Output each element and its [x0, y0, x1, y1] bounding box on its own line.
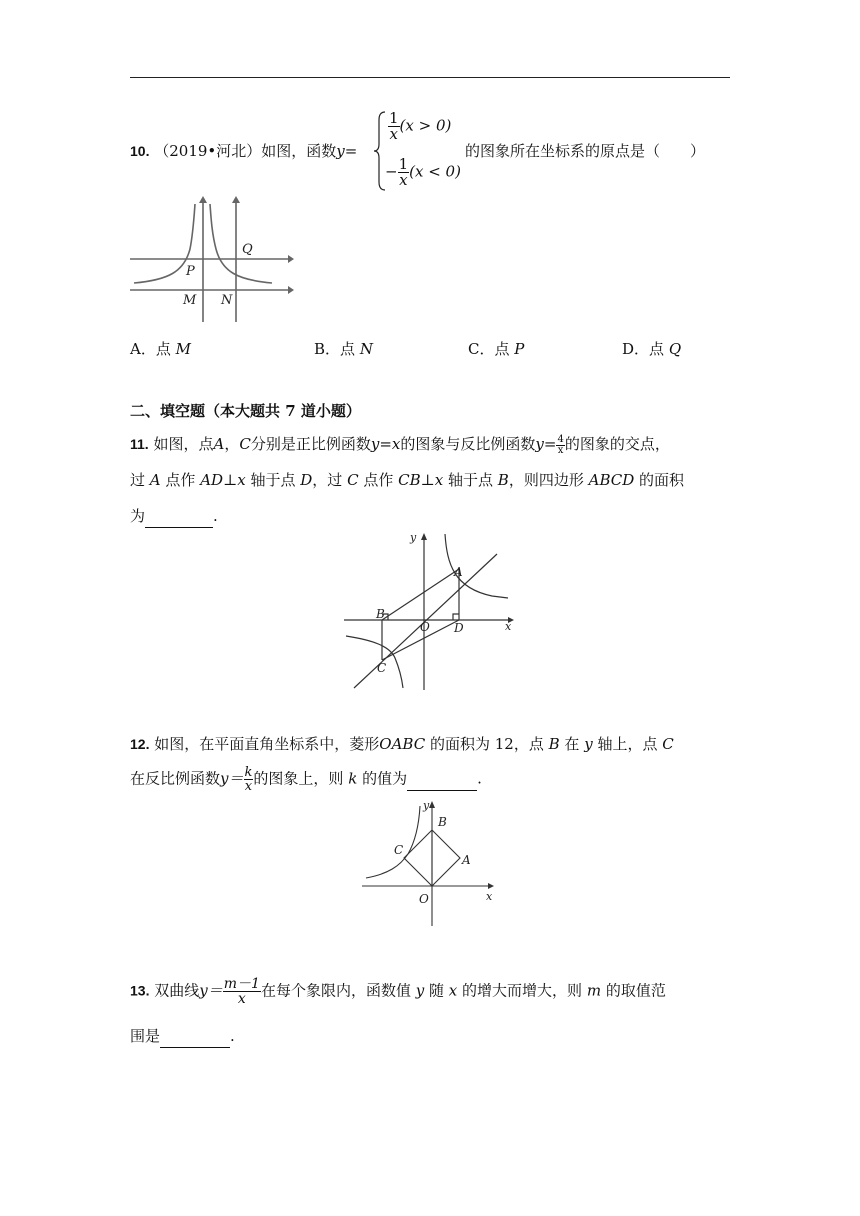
- q12-B: B: [548, 735, 560, 753]
- q12-label-B: B: [438, 815, 447, 829]
- q11-x-1: x: [237, 471, 246, 489]
- q13-text-e: 的取值范: [605, 981, 666, 1000]
- q10-label-P: P: [186, 264, 195, 279]
- q13-frac-num: m－1: [223, 976, 260, 992]
- q12-label-x: x: [486, 890, 493, 903]
- section-heading: 二、填空题（本大题共 7 道小题）: [130, 402, 361, 420]
- q11-text-b: 分别是正比例函数: [250, 435, 371, 453]
- q12-text-a: 如图，在平面直角坐标系中，菱形: [154, 735, 380, 753]
- q11-CB: CB: [398, 471, 421, 489]
- q11-line3: [130, 505, 218, 528]
- q10-case2-frac: [398, 157, 410, 188]
- q11-hyperbola-q3: [346, 636, 403, 688]
- q11-line2: [130, 469, 684, 491]
- q13-line2: [130, 1025, 235, 1048]
- q11-text-a: 如图，点: [153, 435, 214, 453]
- q11-A-2: A: [149, 471, 161, 489]
- q11-text-j: 轴于点: [447, 471, 493, 489]
- q13-m: m: [586, 981, 602, 1000]
- q12-text-d: 轴上，点: [597, 735, 658, 753]
- q11-C: C: [239, 435, 251, 453]
- q10-case2-minus: −: [385, 162, 398, 181]
- q11-text-k: ，则四边形: [508, 471, 584, 489]
- q12-frac: [244, 766, 254, 793]
- q11-text-m: 为: [130, 507, 146, 525]
- q12-label-O: O: [419, 892, 429, 906]
- q12-figure: [360, 796, 500, 928]
- q10-case1-den: x: [389, 125, 398, 143]
- q11-label-x: x: [505, 620, 512, 633]
- q10-number: 10.: [130, 143, 150, 159]
- q11-text-c: 的图象与反比例函数: [400, 435, 536, 453]
- q11-label-C: C: [377, 661, 387, 675]
- q10-tail: 的图象所在坐标系的原点是（ ）: [465, 142, 706, 160]
- q10-stem: [130, 140, 357, 162]
- q11-frac-den: x: [557, 444, 564, 456]
- q11-text-d: 的图象的交点，: [564, 435, 670, 453]
- q13-x: x: [448, 981, 458, 1000]
- q12-answer-blank[interactable]: [407, 768, 477, 791]
- q10-source: （2019•河北）如图，函数: [154, 142, 337, 160]
- q11-segment-BA: [382, 569, 459, 620]
- q13-text-f: 围是: [130, 1027, 161, 1045]
- q11-label-B: B: [376, 607, 385, 621]
- q10-case1-num: 1: [389, 109, 399, 127]
- q13-y: y: [415, 981, 425, 1000]
- q13-y-eq: y＝: [199, 981, 223, 1000]
- q11-label-y: y: [410, 531, 417, 544]
- q10-label-M: M: [183, 293, 197, 308]
- q11-text-e: 过: [130, 471, 146, 489]
- q12-text-f: 的图象上，则: [253, 769, 344, 788]
- q11-text-l: 的面积: [639, 471, 685, 489]
- q10-case2-num: 1: [398, 155, 409, 173]
- q12-line2: [130, 766, 482, 793]
- q10-option-c-label: C．点: [468, 340, 510, 358]
- q12-frac-num: k: [244, 765, 253, 780]
- q11-x-2: x: [434, 471, 444, 489]
- q13-number: 13.: [130, 982, 150, 999]
- q11-yx: y=x: [370, 435, 401, 453]
- q12-C: C: [662, 735, 674, 753]
- q12-k: k: [348, 769, 358, 788]
- q11-frac-num: 4: [557, 433, 564, 445]
- q11-text-h: ，过: [312, 471, 343, 489]
- q10-case1: [388, 111, 451, 142]
- q11-AD: AD: [200, 471, 224, 489]
- q11-number: 11.: [130, 436, 149, 452]
- q10-case1-cond: (x > 0): [399, 116, 452, 135]
- q11-label-A: A: [454, 565, 463, 579]
- q13-line1: [130, 977, 666, 1006]
- q10-option-c-point: P: [514, 340, 525, 358]
- q11-y-eq: y=: [535, 435, 557, 453]
- q12-number: 12.: [130, 736, 150, 752]
- q12-hyperbola: [366, 806, 420, 878]
- q10-option-d-label: D．点: [622, 340, 665, 358]
- q10-case1-frac: [388, 111, 400, 142]
- q10-option-b-point: N: [359, 340, 373, 358]
- q11-text-f: 点作: [165, 471, 196, 489]
- q11-perp-2: ⊥: [420, 471, 435, 489]
- q12-frac-den: x: [244, 779, 253, 794]
- q10-y-eq: y=: [336, 142, 358, 160]
- q11-right-angle-D: [453, 614, 459, 620]
- q12-label-A: A: [462, 853, 471, 867]
- q11-end: .: [213, 507, 218, 525]
- q12-text-g: 的值为: [362, 769, 408, 788]
- header-rule: [130, 77, 730, 78]
- q12-text-e: 在反比例函数: [130, 769, 221, 788]
- q10-option-c: [468, 338, 524, 360]
- q13-answer-blank[interactable]: [160, 1025, 230, 1048]
- q10-option-b-label: B．点: [314, 340, 356, 358]
- q13-frac-den: x: [223, 991, 261, 1006]
- q12-end: .: [477, 769, 482, 788]
- q11-A: A: [213, 435, 225, 453]
- q12-label-C: C: [394, 843, 404, 857]
- q12-text-b: 的面积为 12，点: [429, 735, 544, 753]
- q10-option-b: [314, 338, 373, 360]
- q12-line1: [130, 733, 674, 755]
- q13-text-b: 在每个象限内，函数值: [260, 981, 411, 1000]
- q10-option-d: [622, 338, 681, 360]
- q13-end: .: [230, 1027, 235, 1045]
- q13-text-c: 随: [429, 981, 445, 1000]
- q11-perp-1: ⊥: [223, 471, 238, 489]
- q13-text-d: 的增大而增大，则: [462, 981, 583, 1000]
- q10-case2: [385, 157, 461, 188]
- q11-figure: [342, 530, 520, 692]
- q11-text-i: 点作: [363, 471, 394, 489]
- q11-frac: [556, 435, 564, 456]
- q10-case2-cond: (x < 0): [409, 162, 461, 181]
- q11-label-O: O: [420, 620, 430, 634]
- q10-label-Q: Q: [242, 242, 253, 257]
- q11-line1: [130, 433, 670, 456]
- q12-text-c: 在: [564, 735, 580, 753]
- q11-B: B: [497, 471, 509, 489]
- q12-label-y: y: [423, 799, 430, 812]
- q12-OABC: OABC: [379, 735, 426, 753]
- q13-frac: [223, 977, 261, 1006]
- q10-case2-den: x: [399, 171, 408, 189]
- q10-option-a: [130, 338, 191, 360]
- q10-curve-right: [210, 204, 272, 283]
- q10-label-N: N: [221, 293, 233, 308]
- q11-label-D: D: [454, 621, 464, 635]
- q11-comma: ，: [224, 435, 240, 453]
- q11-text-g: 轴于点: [250, 471, 296, 489]
- q10-figure: [128, 194, 296, 326]
- q11-C-2: C: [347, 471, 359, 489]
- q13-text-a: 双曲线: [154, 981, 200, 1000]
- q10-option-a-label: A．点: [130, 340, 171, 358]
- q11-answer-blank[interactable]: [145, 505, 213, 528]
- q10-option-a-point: M: [175, 340, 191, 358]
- q11-ABCD: ABCD: [588, 471, 635, 489]
- q12-y-eq: y＝: [220, 769, 244, 788]
- q12-y: y: [584, 735, 593, 753]
- q10-option-d-point: Q: [668, 340, 682, 358]
- q11-D: D: [300, 471, 313, 489]
